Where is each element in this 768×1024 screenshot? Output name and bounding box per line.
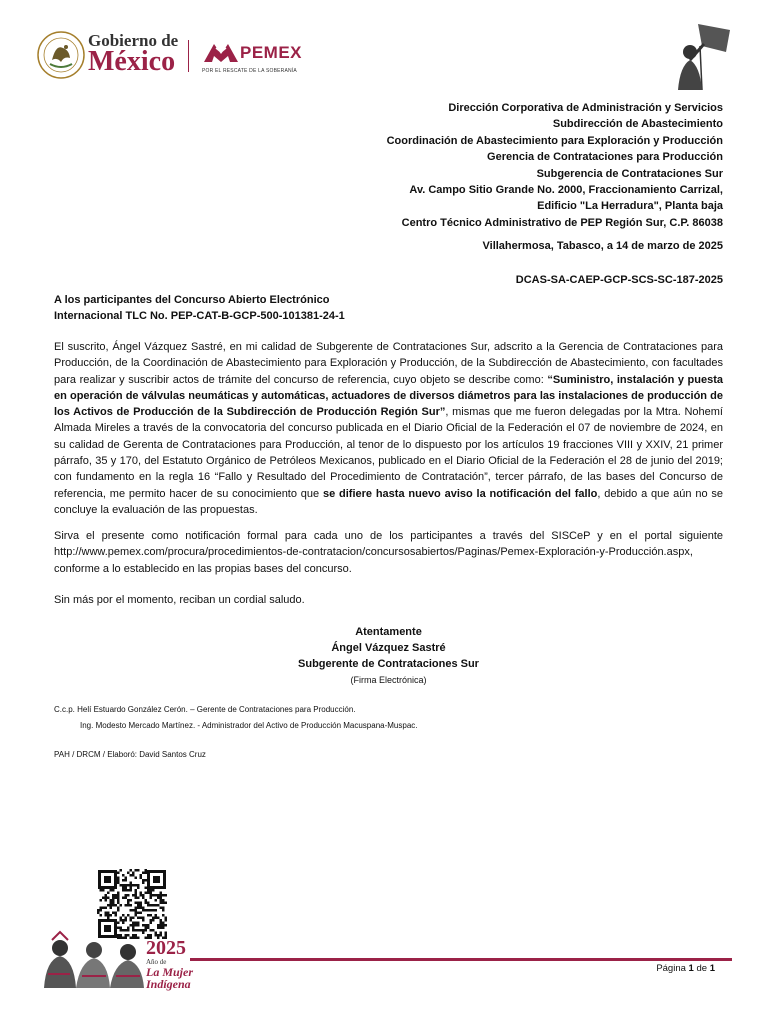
woman-with-flag-illustration-icon — [668, 22, 734, 92]
header-divider — [188, 40, 189, 72]
pemex-wordmark: PEMEX — [240, 43, 303, 62]
sender-line: Dirección Corporativa de Administración y Servicios — [448, 102, 723, 114]
government-wordmark — [88, 32, 178, 76]
sender-line: Gerencia de Contrataciones para Producción — [487, 151, 723, 164]
deferral-notice: se difiere hasta nuevo aviso la notificación del fallo — [322, 487, 598, 500]
signature-note: (Firma Electrónica) — [350, 675, 427, 685]
addressee-line: A los participantes del Concurso Abierto Electrónico — [54, 294, 330, 306]
page-current: 1 — [688, 963, 694, 974]
sender-line: Av. Campo Sitio Grande No. 2000, Fraccionamiento Carrizal, — [409, 184, 723, 197]
page-number: Página 1 de 1 — [656, 963, 715, 974]
body-text: , mismas que me fueron delegadas por la Mtra. Nohemí Almada Mireles a través de la convocatoria del concurso publicada en el Diario Oficial de la Federación el 07 de noviembre de 2024, en su calidad de Gerenta de Contrataciones para Producción, al tenor de lo dispuesto por los artículos 19 fracciones VIII y XXIV, 21 primer párrafo, 35 y 170, del Estatuto Orgánico de Petróleos Mexicanos, publicado en el Diario Oficial de la Federación el 28 de junio del 2019; con fundamento en la regla 16 “Fallo y Resultado del Procedimiento de Contratación”, tercer párrafo, de las bases del Concurso de referencia, me permito hacer de su conocimiento que — [54, 406, 723, 500]
signature-block — [54, 624, 723, 688]
footer-rule — [190, 958, 732, 961]
indigenous-women-illustration-icon — [40, 926, 148, 988]
body-text: , debido a que aún no se concluye la evaluación de las propuestas. — [54, 487, 724, 516]
signer-title: Subgerente de Contrataciones Sur — [298, 658, 479, 670]
pemex-tagline: POR EL RESCATE DE LA SOBERANÍA — [202, 68, 297, 74]
year-subtitle: Año de — [146, 958, 167, 966]
addressee-line: Internacional TLC No. PEP-CAT-B-GCP-500-101381-24-1 — [54, 310, 345, 322]
mexico-coat-of-arms-icon — [36, 30, 86, 80]
contract-object: “Suministro, instalación y puesta en operación de válvulas neumáticas y automáticas, actuadores de diversos diámetros para las instalaciones de producción de los Activos de Producción de la Subdirección de Producción Región Sur” — [54, 373, 723, 419]
ccp-line: Ing. Modesto Mercado Martínez. - Administrador del Activo de Producción Macuspana-Muspac. — [80, 721, 418, 730]
gov-line2: México — [88, 46, 176, 77]
carbon-copy-list — [54, 702, 418, 734]
addressee-block — [54, 292, 345, 324]
salutation: Atentamente — [355, 626, 422, 638]
place-date: Villahermosa, Tabasco, a 14 de marzo de 2025 — [482, 240, 723, 252]
body-text: El suscrito, Ángel Vázquez Sastré, en mi calidad de Subgerente de Contrataciones Sur, adscrito a la Gerencia de Contrataciones para Producción, de la Coordinación de Abastecimiento para Exploración y Producción, de la Subdirección de Abastecimiento, con facultades para realizar y suscribir actos de trámite del concurso de referencia, cuyo objeto se describe como: — [54, 341, 723, 386]
ccp-line: C.c.p. Helí Estuardo González Cerón. – Gerente de Contrataciones para Producción. — [54, 705, 356, 714]
body-paragraph-1 — [54, 339, 723, 518]
closing-line: Sin más por el momento, reciban un cordial saludo. — [54, 594, 305, 606]
body-paragraph-2: Sirva el presente como notificación formal para cada uno de los participantes a través del SISCeP y en el portal siguiente http://www.pemex.com/procura/procedimientos-de-contratacion/concursosabiertos/Paginas/Pemex-Exploración-y-Producción.aspx, conforme a lo establecido en las propias bases del concurso. — [54, 530, 723, 575]
sender-line: Edificio "La Herradura", Planta baja — [537, 200, 723, 213]
document-initials: PAH / DRCM / Elaboró: David Santos Cruz — [54, 750, 206, 759]
year-line2: La Mujer — [146, 965, 194, 979]
sender-line: Coordinación de Abastecimiento para Exploración y Producción — [386, 134, 723, 147]
page-total: 1 — [709, 963, 715, 974]
sender-block — [387, 100, 723, 231]
year-badge — [146, 938, 193, 990]
sender-line: Centro Técnico Administrativo de PEP Región Sur, C.P. 86038 — [401, 216, 723, 229]
pemex-eagle-icon — [202, 40, 240, 64]
year-line3: Indígena — [146, 977, 191, 991]
gov-line1: Gobierno de — [88, 31, 179, 50]
reference-number: DCAS-SA-CAEP-GCP-SCS-SC-187-2025 — [515, 274, 723, 286]
year: 2025 — [146, 937, 186, 959]
signer-name: Ángel Vázquez Sastré — [331, 642, 446, 654]
sender-line: Subdirección de Abastecimiento — [552, 118, 723, 131]
sender-line: Subgerencia de Contrataciones Sur — [536, 167, 723, 180]
